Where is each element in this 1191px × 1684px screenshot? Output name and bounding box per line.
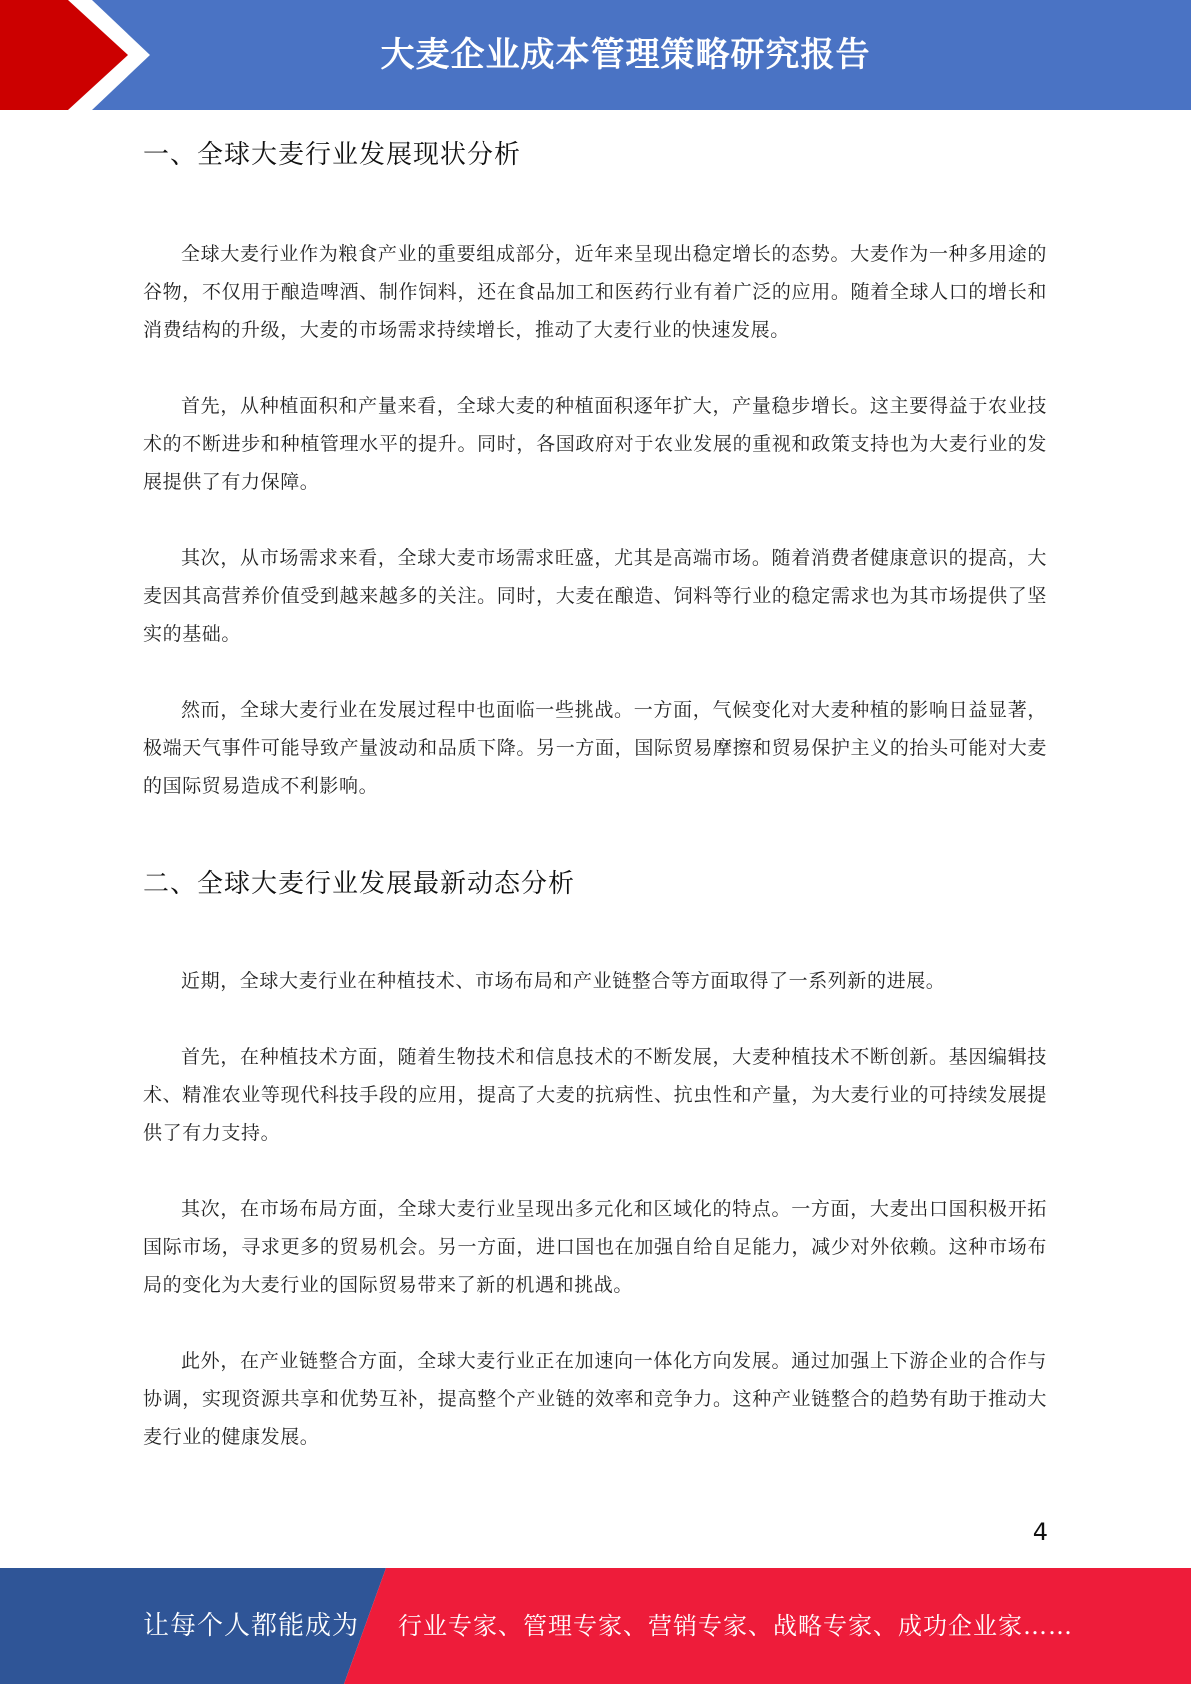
paragraph: 近期，全球大麦行业在种植技术、市场布局和产业链整合等方面取得了一系列新的进展。 [181,970,946,992]
header-band [0,0,1191,110]
paragraph: 此外，在产业链整合方面，全球大麦行业正在加速向一体化方向发展。通过加强上下游企业的合作与协调，实现资源共享和优势互补，提高整个产业链的效率和竞争力。这种产业链整合的趋势有助于推动大麦行业的健康发展。 [143,1350,1047,1448]
section-heading-2: 二、全球大麦行业发展最新动态分析 [143,869,576,899]
footer-band [0,1568,1191,1684]
document-body [143,128,1047,1456]
paragraph: 首先，在种植技术方面，随着生物技术和信息技术的不断发展，大麦种植技术不断创新。基因编辑技术、精准农业等现代科技手段的应用，提高了大麦的抗病性、抗虫性和产量，为大麦行业的可持续发展提供了有力支持。 [143,1046,1047,1144]
footer-slogan-right: 行业专家、管理专家、营销专家、战略专家、成功企业家…… [398,1612,1073,1640]
header-arrow-decoration [0,0,160,110]
paragraph: 首先，从种植面积和产量来看，全球大麦的种植面积逐年扩大，产量稳步增长。这主要得益于农业技术的不断进步和种植管理水平的提升。同时，各国政府对于农业发展的重视和政策支持也为大麦行业的发展提供了有力保障。 [143,395,1047,493]
paragraph: 然而，全球大麦行业在发展过程中也面临一些挑战。一方面，气候变化对大麦种植的影响日益显著，极端天气事件可能导致产量波动和品质下降。另一方面，国际贸易摩擦和贸易保护主义的抬头可能对大麦的国际贸易造成不利影响。 [143,699,1047,797]
section-heading-1: 一、全球大麦行业发展现状分析 [143,140,522,170]
document-title: 大麦企业成本管理策略研究报告 [380,35,871,75]
paragraph: 其次，在市场布局方面，全球大麦行业呈现出多元化和区域化的特点。一方面，大麦出口国积极开拓国际市场，寻求更多的贸易机会。另一方面，进口国也在加强自给自足能力，减少对外依赖。这种市场布局的变化为大麦行业的国际贸易带来了新的机遇和挑战。 [143,1198,1047,1296]
footer-slogan-left: 让每个人都能成为 [143,1611,360,1641]
paragraph: 其次，从市场需求来看，全球大麦市场需求旺盛，尤其是高端市场。随着消费者健康意识的提高，大麦因其高营养价值受到越来越多的关注。同时，大麦在酿造、饲料等行业的稳定需求也为其市场提供了坚实的基础。 [143,547,1047,645]
paragraph: 全球大麦行业作为粮食产业的重要组成部分，近年来呈现出稳定增长的态势。大麦作为一种多用途的谷物，不仅用于酿造啤酒、制作饲料，还在食品加工和医药行业有着广泛的应用。随着全球人口的增长和消费结构的升级，大麦的市场需求持续增长，推动了大麦行业的快速发展。 [143,243,1047,341]
page-number: 4 [1032,1518,1048,1546]
